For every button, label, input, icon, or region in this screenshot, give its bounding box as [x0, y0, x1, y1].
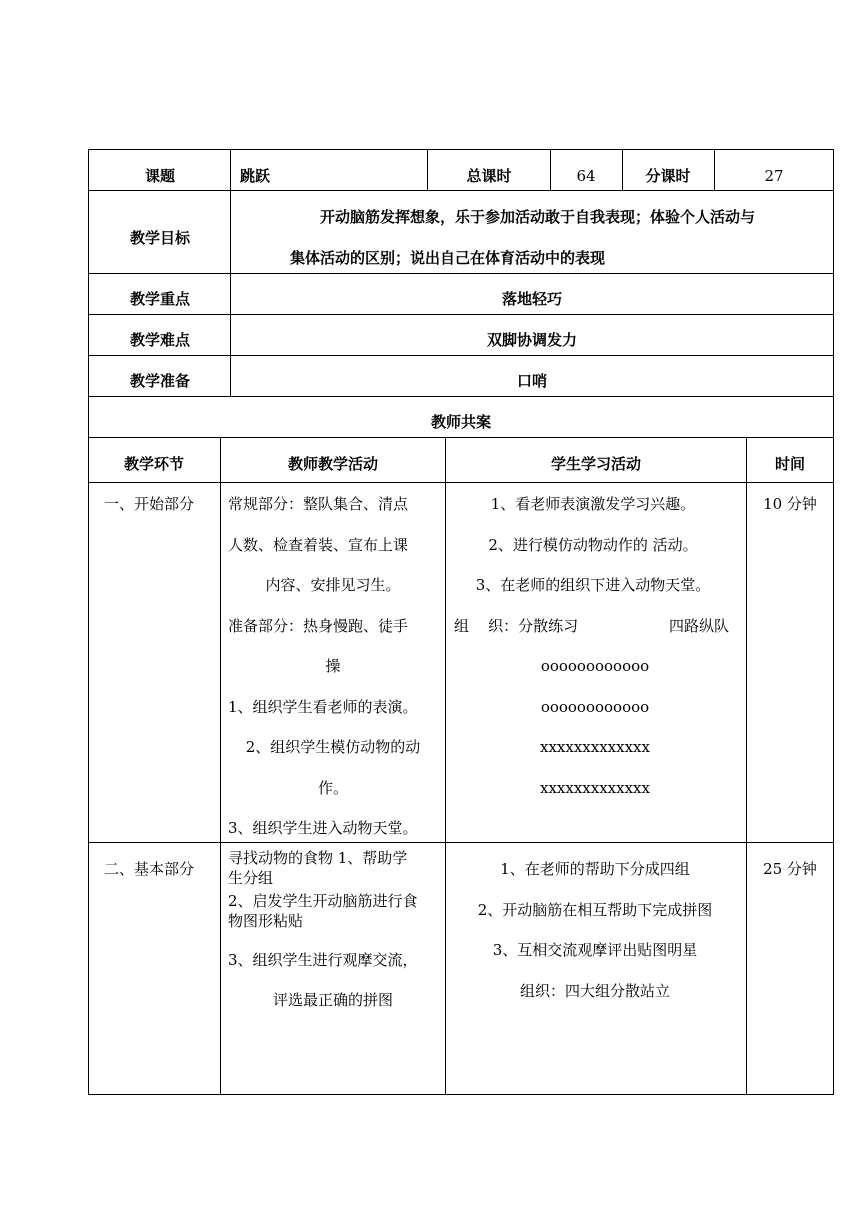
lesson-hours-label: 分课时	[645, 167, 691, 185]
teacher-line: 3、组织学生进入动物天堂。	[228, 819, 418, 837]
cell-stage-2	[88, 842, 221, 1095]
student-line: 1、在老师的帮助下分成四组	[500, 860, 690, 878]
key-point-value: 落地轻巧	[501, 290, 563, 308]
key-point-label: 教学重点	[129, 290, 191, 308]
student-line: 四路纵队	[669, 617, 730, 635]
total-hours-value: 64	[576, 167, 596, 185]
time-start: 10 分钟	[763, 495, 817, 513]
student-line: 3、在老师的组织下进入动物天堂。	[475, 576, 711, 594]
formation-line: oooooooooooo	[540, 698, 650, 716]
goal-line-2: 集体活动的区别；说出自己在体育活动中的表现	[290, 249, 606, 267]
formation-line: oooooooooooo	[540, 657, 650, 675]
total-hours-label: 总课时	[466, 167, 512, 185]
student-line: 1、看老师表演激发学习兴趣。	[490, 495, 696, 513]
preparation-label: 教学准备	[129, 372, 191, 390]
teacher-line: 物图形粘贴	[228, 912, 304, 930]
cell-stage-1	[88, 482, 221, 843]
teacher-line: 作。	[317, 779, 349, 797]
topic-value: 跳跃	[240, 167, 271, 185]
goal-line-1: 开动脑筋发挥想象，乐于参加活动敢于自我表现；体验个人活动与	[320, 208, 756, 226]
teacher-line: 操	[325, 657, 341, 675]
lesson-hours-value: 27	[764, 167, 784, 185]
teacher-line: 3、组织学生进行观摩交流，	[228, 951, 418, 969]
teacher-line: 寻找动物的食物 1、帮助学	[228, 849, 408, 867]
cell-time-1	[746, 482, 834, 843]
teacher-line: 生分组	[228, 869, 274, 887]
student-line: 3、互相交流观摩评出贴图明星	[492, 941, 698, 959]
stage-start: 一、开始部分	[104, 495, 195, 513]
teacher-line: 准备部分：热身慢跑、徒手	[228, 617, 409, 635]
topic-label: 课题	[144, 167, 176, 185]
teacher-line: 内容、安排见习生。	[265, 576, 401, 594]
col-header-teacher: 教师教学活动	[287, 455, 379, 473]
teacher-line: 人数、检查着装、宣布上课	[228, 536, 409, 554]
teacher-line: 2、组织学生模仿动物的动	[245, 738, 421, 756]
student-line: 组 织：分散练习	[454, 617, 579, 635]
teacher-line: 评选最正确的拼图	[272, 991, 394, 1009]
goal-label: 教学目标	[129, 229, 191, 247]
difficulty-label: 教学难点	[129, 331, 191, 349]
cell-student-2	[445, 842, 747, 1095]
col-header-time: 时间	[774, 455, 806, 473]
shared-plan-title: 教师共案	[430, 413, 492, 431]
difficulty-value: 双脚协调发力	[486, 331, 578, 349]
cell-time-2	[746, 842, 834, 1095]
col-header-student: 学生学习活动	[550, 455, 642, 473]
formation-line: xxxxxxxxxxxxx	[540, 738, 650, 756]
teacher-line: 2、启发学生开动脑筋进行食	[228, 892, 418, 910]
formation-line: xxxxxxxxxxxxx	[540, 779, 650, 797]
teacher-line: 1、组织学生看老师的表演。	[228, 698, 418, 716]
teacher-line: 常规部分：整队集合、清点	[228, 495, 409, 513]
time-basic: 25 分钟	[763, 860, 817, 878]
student-line: 2、开动脑筋在相互帮助下完成拼图	[477, 901, 713, 919]
student-line: 组织：四大组分散站立	[519, 982, 671, 1000]
col-header-stage: 教学环节	[123, 455, 185, 473]
stage-basic: 二、基本部分	[104, 860, 195, 878]
preparation-value: 口哨	[516, 372, 548, 390]
student-line: 2、进行模仿动物动作的 活动。	[488, 536, 698, 554]
